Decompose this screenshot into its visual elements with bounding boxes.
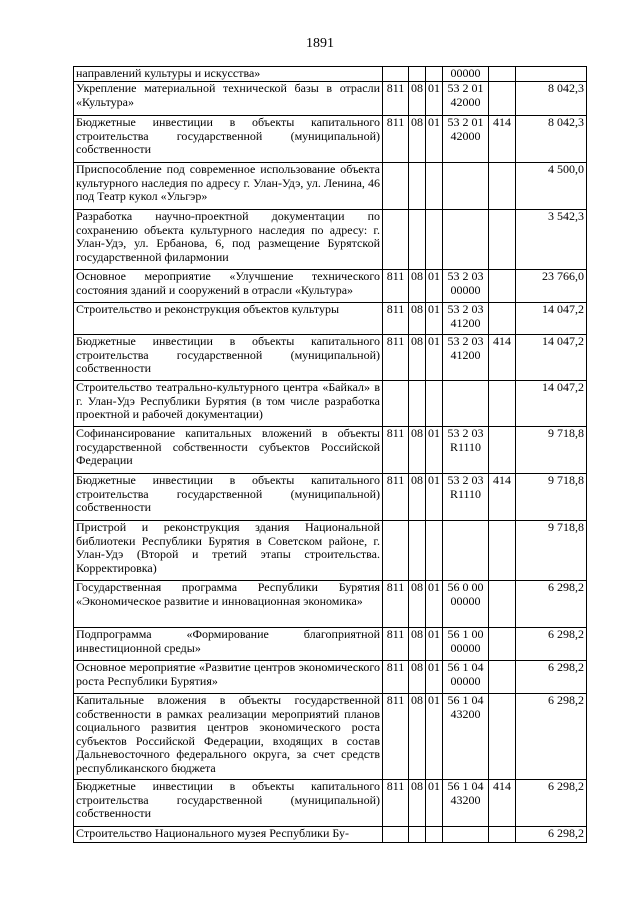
row-description: Пристрой и реконструкция здания Национальной библиотеки Республики Бурятия в Советском районе, г. Улан-Удэ (Второй и третий этапы строительства. Корректировка)	[74, 521, 383, 581]
amount	[516, 67, 587, 82]
expense-type-code	[489, 163, 516, 210]
table-row	[74, 581, 587, 628]
grbs-code	[383, 381, 409, 427]
grbs-code: 811	[383, 270, 409, 303]
row-description: Бюджетные инвестиции в объекты капитального строительства государственной (муниципальной) собственности	[74, 335, 383, 381]
grbs-code	[383, 67, 409, 82]
subsection-code	[426, 163, 443, 210]
subsection-code	[426, 381, 443, 427]
target-article-code: 53 2 03 R1110	[443, 427, 489, 474]
subsection-code: 01	[426, 581, 443, 628]
expense-type-code	[489, 521, 516, 581]
target-article-code: 56 0 00 00000	[443, 581, 489, 628]
section-code: 08	[409, 474, 426, 521]
subsection-code	[426, 521, 443, 581]
subsection-code: 01	[426, 694, 443, 780]
subsection-code	[426, 827, 443, 843]
row-description: Строительство театрально-культурного центра «Байкал» в г. Улан-Удэ Республики Бурятия (в том числе разработка проектной и рабочей документации)	[74, 381, 383, 427]
section-code: 08	[409, 116, 426, 163]
target-article-code	[443, 827, 489, 843]
expense-type-code	[489, 827, 516, 843]
expense-type-code	[489, 581, 516, 628]
target-article-code	[443, 163, 489, 210]
amount: 9 718,8	[516, 474, 587, 521]
grbs-code: 811	[383, 116, 409, 163]
target-article-code: 53 2 03 00000	[443, 270, 489, 303]
subsection-code	[426, 210, 443, 270]
section-code	[409, 67, 426, 82]
expense-type-code: 414	[489, 780, 516, 827]
table-row	[74, 661, 587, 694]
row-description: Бюджетные инвестиции в объекты капитального строительства государственной (муниципальной) собственности	[74, 780, 383, 827]
grbs-code	[383, 521, 409, 581]
grbs-code	[383, 827, 409, 843]
row-description: Софинансирование капитальных вложений в объекты государственной собственности субъектов Российской Федерации	[74, 427, 383, 474]
table-row	[74, 827, 587, 843]
target-article-code: 56 1 00 00000	[443, 628, 489, 661]
row-description: Бюджетные инвестиции в объекты капитального строительства государственной (муниципальной) собственности	[74, 474, 383, 521]
row-description: Основное мероприятие «Улучшение технического состояния зданий и сооружений в отрасли «Культура»	[74, 270, 383, 303]
subsection-code: 01	[426, 82, 443, 116]
amount: 8 042,3	[516, 82, 587, 116]
expense-type-code	[489, 694, 516, 780]
table-row	[74, 82, 587, 116]
subsection-code: 01	[426, 780, 443, 827]
amount: 23 766,0	[516, 270, 587, 303]
subsection-code: 01	[426, 661, 443, 694]
grbs-code: 811	[383, 628, 409, 661]
expense-type-code	[489, 67, 516, 82]
amount: 14 047,2	[516, 303, 587, 335]
grbs-code: 811	[383, 82, 409, 116]
row-description: Укрепление материальной технической базы в отрасли «Культура»	[74, 82, 383, 116]
section-code: 08	[409, 628, 426, 661]
target-article-code: 00000	[443, 67, 489, 82]
section-code: 08	[409, 661, 426, 694]
subsection-code: 01	[426, 474, 443, 521]
row-description: Капитальные вложения в объекты государственной собственности в рамках реализации мероприятий планов социального развития центров экономического роста субъектов Российской Федерации, входящих в состав Дальневосточного федерального округа, за счет средств республиканского бюджета	[74, 694, 383, 780]
amount: 6 298,2	[516, 628, 587, 661]
row-description: Строительство и реконструкция объектов культуры	[74, 303, 383, 335]
amount: 6 298,2	[516, 661, 587, 694]
grbs-code: 811	[383, 780, 409, 827]
expense-type-code	[489, 270, 516, 303]
row-description: Подпрограмма «Формирование благоприятной инвестиционной среды»	[74, 628, 383, 661]
amount: 3 542,3	[516, 210, 587, 270]
section-code: 08	[409, 270, 426, 303]
budget-table	[73, 66, 587, 843]
subsection-code: 01	[426, 628, 443, 661]
expense-type-code	[489, 210, 516, 270]
page-number: 1891	[306, 36, 334, 51]
table-row	[74, 335, 587, 381]
expense-type-code	[489, 661, 516, 694]
subsection-code: 01	[426, 303, 443, 335]
table-row	[74, 381, 587, 427]
table-row	[74, 780, 587, 827]
target-article-code	[443, 381, 489, 427]
section-code	[409, 521, 426, 581]
table-row	[74, 163, 587, 210]
amount: 9 718,8	[516, 521, 587, 581]
amount: 6 298,2	[516, 827, 587, 843]
expense-type-code: 414	[489, 335, 516, 381]
target-article-code: 53 2 03 41200	[443, 303, 489, 335]
grbs-code: 811	[383, 474, 409, 521]
expense-type-code	[489, 427, 516, 474]
subsection-code: 01	[426, 427, 443, 474]
grbs-code: 811	[383, 427, 409, 474]
grbs-code: 811	[383, 581, 409, 628]
section-code: 08	[409, 780, 426, 827]
expense-type-code	[489, 82, 516, 116]
grbs-code	[383, 163, 409, 210]
grbs-code	[383, 210, 409, 270]
target-article-code: 56 1 04 00000	[443, 661, 489, 694]
section-code: 08	[409, 427, 426, 474]
table-row	[74, 116, 587, 163]
target-article-code: 53 2 03 41200	[443, 335, 489, 381]
target-article-code: 53 2 01 42000	[443, 82, 489, 116]
table-row	[74, 474, 587, 521]
amount: 6 298,2	[516, 694, 587, 780]
expense-type-code: 414	[489, 474, 516, 521]
expense-type-code: 414	[489, 116, 516, 163]
row-description: Государственная программа Республики Бурятия «Экономическое развитие и инновационная экономика»	[74, 581, 383, 628]
grbs-code: 811	[383, 661, 409, 694]
expense-type-code	[489, 628, 516, 661]
section-code: 08	[409, 82, 426, 116]
amount: 9 718,8	[516, 427, 587, 474]
target-article-code: 53 2 01 42000	[443, 116, 489, 163]
target-article-code	[443, 521, 489, 581]
subsection-code: 01	[426, 335, 443, 381]
amount: 8 042,3	[516, 116, 587, 163]
target-article-code	[443, 210, 489, 270]
table-row	[74, 303, 587, 335]
table-row	[74, 67, 587, 82]
table-row	[74, 521, 587, 581]
subsection-code: 01	[426, 270, 443, 303]
amount: 6 298,2	[516, 780, 587, 827]
row-description: Разработка научно-проектной документации по сохранению объекта культурного наследия по адресу: г. Улан-Удэ, ул. Ербанова, 6, под размещение Бурятской государственной филармонии	[74, 210, 383, 270]
subsection-code	[426, 67, 443, 82]
section-code	[409, 827, 426, 843]
table-row	[74, 210, 587, 270]
grbs-code: 811	[383, 694, 409, 780]
amount: 6 298,2	[516, 581, 587, 628]
row-description: направлений культуры и искусства»	[74, 67, 383, 82]
target-article-code: 56 1 04 43200	[443, 780, 489, 827]
target-article-code: 56 1 04 43200	[443, 694, 489, 780]
expense-type-code	[489, 303, 516, 335]
row-description: Основное мероприятие «Развитие центров экономического роста Республики Бурятия»	[74, 661, 383, 694]
target-article-code: 53 2 03 R1110	[443, 474, 489, 521]
row-description: Бюджетные инвестиции в объекты капитального строительства государственной (муниципальной) собственности	[74, 116, 383, 163]
section-code	[409, 163, 426, 210]
table-row	[74, 694, 587, 780]
grbs-code: 811	[383, 335, 409, 381]
section-code: 08	[409, 581, 426, 628]
amount: 14 047,2	[516, 335, 587, 381]
table-row	[74, 270, 587, 303]
row-description: Приспособление под современное использование объекта культурного наследия по адресу г. Улан-Удэ, ул. Ленина, 46 под Театр кукол «Ульгэр»	[74, 163, 383, 210]
subsection-code: 01	[426, 116, 443, 163]
amount: 14 047,2	[516, 381, 587, 427]
row-description: Строительство Национального музея Республики Бу-	[74, 827, 383, 843]
section-code: 08	[409, 694, 426, 780]
section-code	[409, 381, 426, 427]
section-code: 08	[409, 335, 426, 381]
amount: 4 500,0	[516, 163, 587, 210]
section-code: 08	[409, 303, 426, 335]
section-code	[409, 210, 426, 270]
table-row	[74, 427, 587, 474]
grbs-code: 811	[383, 303, 409, 335]
table-row	[74, 628, 587, 661]
expense-type-code	[489, 381, 516, 427]
